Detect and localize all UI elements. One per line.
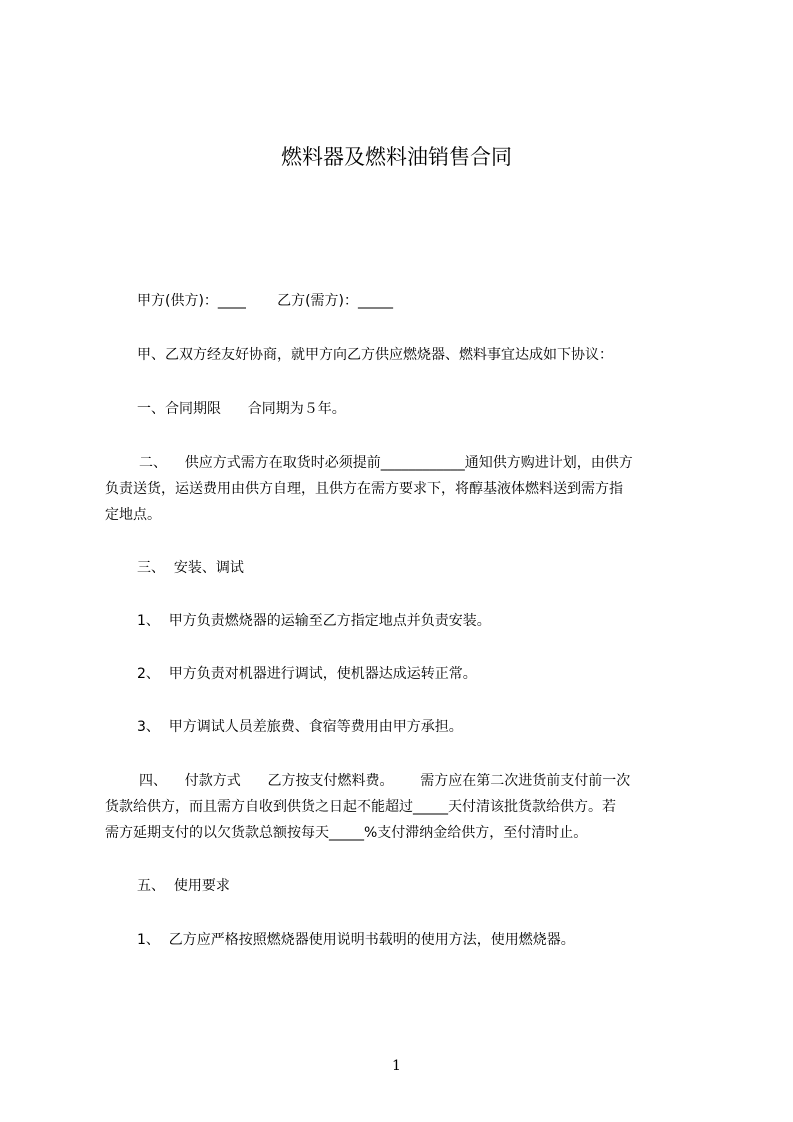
section-supply-method [105,450,705,528]
section-install-item-2: 2、 甲方负责对机器进行调试，使机器达成运转正常。 [137,666,477,682]
section-payment-row-1: 四、 付款方式 乙方按支付燃料费。 需方应在第二次进货前支付前一次 [139,773,631,789]
section-supply-row-2: 负责送货，运送费用由供方自理，且供方在需方要求下，将醇基液体燃料送到需方指 [105,481,623,497]
section-payment-row-3: 需方延期支付的以欠货款总额按每天_____%支付滞纳金给供方，至付清时止。 [105,825,588,841]
section-contract-term: 一、合同期限 合同期为５年。 [137,401,346,417]
section-payment-row-2: 货款给供方，而且需方自收到供货之日起不能超过_____天付清该批货款给供方。若 [105,799,616,815]
section-install-item-3: 3、 甲方调试人员差旅费、食宿等费用由甲方承担。 [137,719,463,735]
section-supply-row-3: 定地点。 [105,507,161,523]
page-number: 1 [392,1058,401,1074]
section-install-item-1: 1、 甲方负责燃烧器的运输至乙方指定地点并负责安装。 [137,613,491,629]
section-usage-item-1: 1、 乙方应严格按照燃烧器使用说明书载明的使用方法，使用燃烧器。 [137,932,575,948]
intro-paragraph: 甲、乙双方经友好协商，就甲方向乙方供应燃烧器、燃料事宜达成如下协议： [137,347,613,363]
section-payment [105,768,705,846]
section-install-heading: 三、 安装、调试 [137,560,244,576]
section-usage-heading: 五、 使用要求 [137,878,230,894]
parties-line: 甲方(供方)：____ 乙方(需方)：_____ [137,293,393,309]
document-title: 燃料器及燃料油销售合同 [281,145,512,169]
section-supply-row-1: 二、 供应方式需方在取货时必须提前____________通知供方购进计划，由供方 [139,455,633,471]
